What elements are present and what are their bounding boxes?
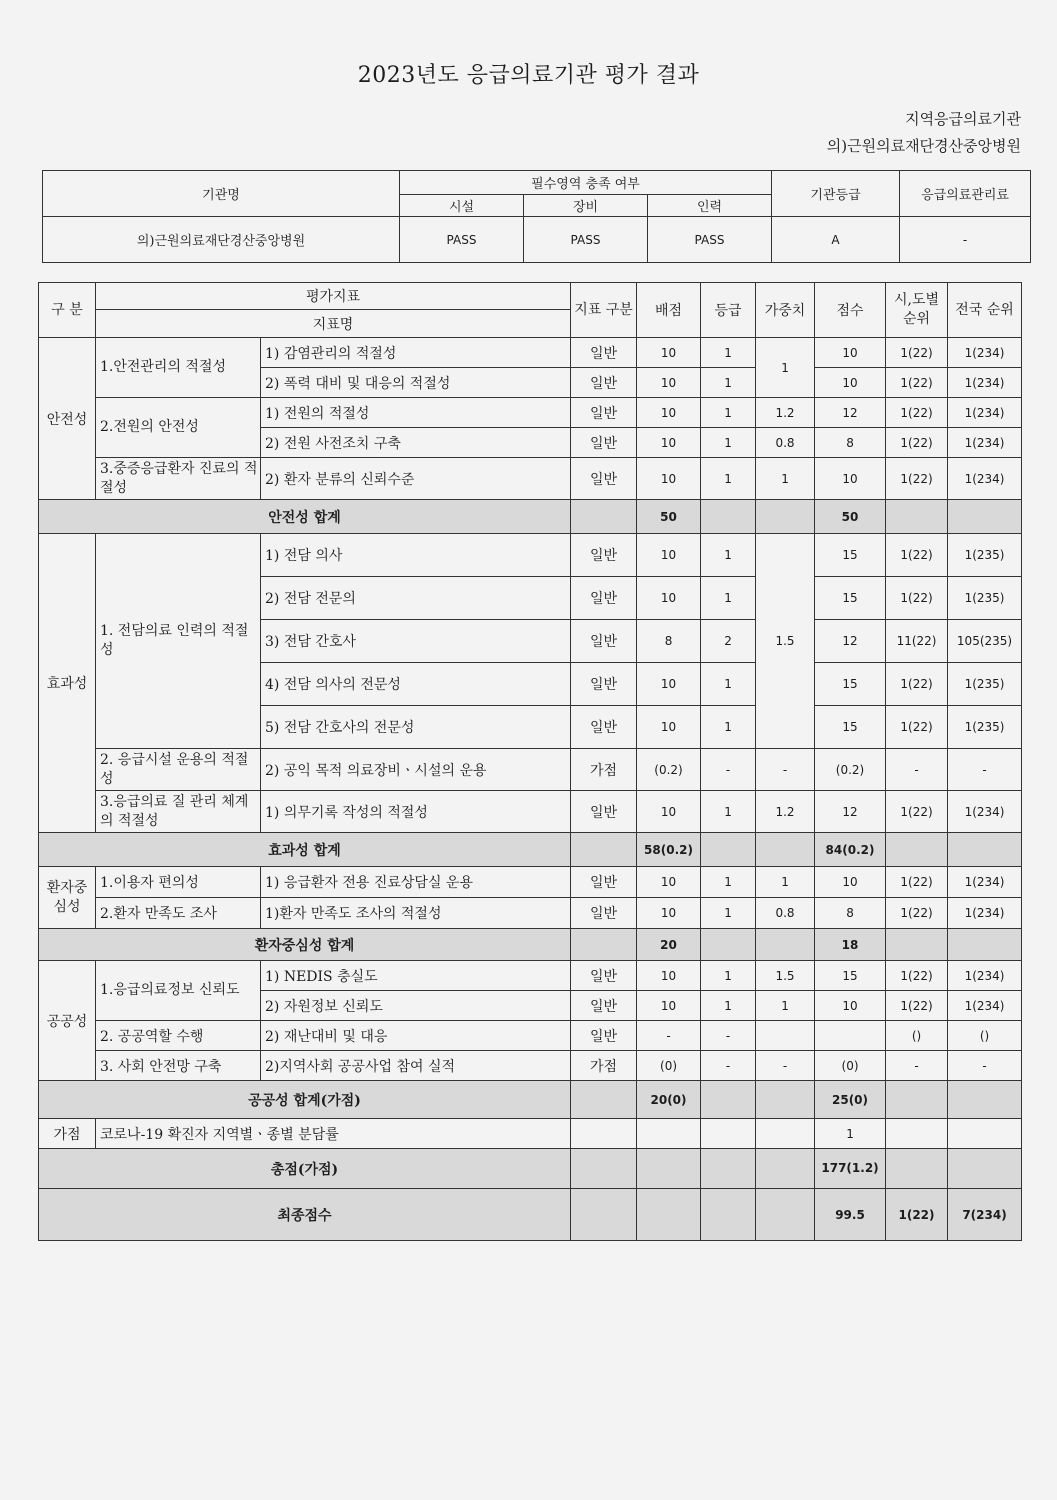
weight: 1.2 xyxy=(756,398,815,428)
grade: 1 xyxy=(701,991,756,1021)
indicator-type: 일반 xyxy=(571,368,637,398)
table-row xyxy=(39,338,1022,368)
final-row xyxy=(39,1189,1022,1241)
patient-total-label: 환자중심성 합계 xyxy=(39,929,571,961)
effect-total-max: 58(0.2) xyxy=(637,833,701,867)
fee-value: - xyxy=(900,217,1031,263)
max-score: 10 xyxy=(637,428,701,458)
weight: - xyxy=(756,749,815,791)
safety-total-max: 50 xyxy=(637,500,701,534)
header-national-rank: 전국 순위 xyxy=(948,283,1022,338)
score: (0.2) xyxy=(815,749,886,791)
national-rank: 1(234) xyxy=(948,398,1022,428)
header-score: 점수 xyxy=(815,283,886,338)
city-rank: 1(22) xyxy=(886,428,948,458)
group-label: 1. 전담의료 인력의 적절성 xyxy=(96,534,261,749)
group-label: 3.응급의료 질 관리 체계의 적절성 xyxy=(96,791,261,833)
score: 15 xyxy=(815,534,886,577)
score: 15 xyxy=(815,663,886,706)
indicator-type: 일반 xyxy=(571,961,637,991)
indicator-name: 2) 공익 목적 의료장비ㆍ시설의 운용 xyxy=(261,749,571,791)
group-label: 1.안전관리의 적절성 xyxy=(96,338,261,398)
institution-type: 지역응급의료기관 xyxy=(905,110,1021,128)
header-staff: 인력 xyxy=(648,195,772,217)
max-score: 10 xyxy=(637,867,701,898)
national-rank: - xyxy=(948,1051,1022,1081)
national-rank: 1(234) xyxy=(948,961,1022,991)
score: 15 xyxy=(815,961,886,991)
grade: 1 xyxy=(701,577,756,620)
weight: - xyxy=(756,1051,815,1081)
weight xyxy=(756,1021,815,1051)
grade: 1 xyxy=(701,898,756,929)
indicator-name: 2) 환자 분류의 신뢰수준 xyxy=(261,458,571,500)
table-row xyxy=(39,1119,1022,1149)
header-city-rank: 시,도별 순위 xyxy=(886,283,948,338)
weight: 1 xyxy=(756,338,815,398)
group-label: 3.중증응급환자 진료의 적절성 xyxy=(96,458,261,500)
grade: 1 xyxy=(701,368,756,398)
indicator-type: 일반 xyxy=(571,663,637,706)
national-rank: 1(234) xyxy=(948,898,1022,929)
bonus-score: 1 xyxy=(815,1119,886,1149)
subtotal-row xyxy=(39,1081,1022,1119)
national-rank: 1(234) xyxy=(948,428,1022,458)
score: 10 xyxy=(815,338,886,368)
national-rank: 1(234) xyxy=(948,338,1022,368)
indicator-name: 1) 전담 의사 xyxy=(261,534,571,577)
group-label: 2.전원의 안전성 xyxy=(96,398,261,458)
max-score: 10 xyxy=(637,663,701,706)
category-patient: 환자중심성 xyxy=(39,867,96,929)
patient-total-max: 20 xyxy=(637,929,701,961)
header-grade: 기관등급 xyxy=(772,171,900,217)
score: 10 xyxy=(815,867,886,898)
city-rank: 1(22) xyxy=(886,458,948,500)
grade-value: A xyxy=(772,217,900,263)
score: 12 xyxy=(815,791,886,833)
category-effect: 효과성 xyxy=(39,534,96,833)
table-row xyxy=(39,791,1022,833)
indicator-type: 일반 xyxy=(571,1021,637,1051)
grade: 2 xyxy=(701,620,756,663)
subtotal-row xyxy=(39,833,1022,867)
city-rank: 1(22) xyxy=(886,898,948,929)
national-rank: 105(235) xyxy=(948,620,1022,663)
indicator-type: 일반 xyxy=(571,338,637,368)
table-row xyxy=(39,898,1022,929)
score: 12 xyxy=(815,398,886,428)
table-row xyxy=(39,867,1022,898)
national-rank: 1(235) xyxy=(948,706,1022,749)
indicator-type: 일반 xyxy=(571,398,637,428)
table-row xyxy=(39,1021,1022,1051)
evaluation-table xyxy=(38,282,1022,1241)
indicator-name: 5) 전담 간호사의 전문성 xyxy=(261,706,571,749)
subtotal-row xyxy=(39,500,1022,534)
grade: 1 xyxy=(701,706,756,749)
group-label: 1.이용자 편의성 xyxy=(96,867,261,898)
table-row xyxy=(39,534,1022,577)
score: (0) xyxy=(815,1051,886,1081)
table-row xyxy=(39,398,1022,428)
score: 12 xyxy=(815,620,886,663)
indicator-name: 2) 자원정보 신뢰도 xyxy=(261,991,571,1021)
category-public: 공공성 xyxy=(39,961,96,1081)
weight: 0.8 xyxy=(756,428,815,458)
score xyxy=(815,1021,886,1051)
city-rank: () xyxy=(886,1021,948,1051)
city-rank: 11(22) xyxy=(886,620,948,663)
max-score: 10 xyxy=(637,961,701,991)
max-score: 10 xyxy=(637,534,701,577)
indicator-name: 1) 의무기록 작성의 적절성 xyxy=(261,791,571,833)
max-score: 10 xyxy=(637,991,701,1021)
header-category: 구 분 xyxy=(39,283,96,338)
score: 15 xyxy=(815,577,886,620)
indicator-name: 2) 전원 사전조치 구축 xyxy=(261,428,571,458)
indicator-name: 2) 재난대비 및 대응 xyxy=(261,1021,571,1051)
grade: 1 xyxy=(701,398,756,428)
indicator-name: 1) 응급환자 전용 진료상담실 운용 xyxy=(261,867,571,898)
city-rank: 1(22) xyxy=(886,706,948,749)
final-label: 최종점수 xyxy=(39,1189,571,1241)
final-national-rank: 7(234) xyxy=(948,1189,1022,1241)
city-rank: 1(22) xyxy=(886,368,948,398)
grade: 1 xyxy=(701,867,756,898)
subtotal-row xyxy=(39,929,1022,961)
weight: 1.2 xyxy=(756,791,815,833)
max-score: - xyxy=(637,1021,701,1051)
group-label: 2. 응급시설 운용의 적절성 xyxy=(96,749,261,791)
table-row xyxy=(39,1051,1022,1081)
grade: 1 xyxy=(701,791,756,833)
grade: 1 xyxy=(701,961,756,991)
public-total-label: 공공성 합계(가점) xyxy=(39,1081,571,1119)
indicator-type: 일반 xyxy=(571,898,637,929)
city-rank: 1(22) xyxy=(886,961,948,991)
indicator-name: 1) 전원의 적절성 xyxy=(261,398,571,428)
safety-total-score: 50 xyxy=(815,500,886,534)
header-indicator: 평가지표 xyxy=(96,283,571,310)
national-rank: 1(235) xyxy=(948,534,1022,577)
score: 10 xyxy=(815,368,886,398)
group-label: 1.응급의료정보 신뢰도 xyxy=(96,961,261,1021)
institution-name-header: 의)근원의료재단경산중앙병원 xyxy=(826,137,1021,155)
city-rank: 1(22) xyxy=(886,398,948,428)
indicator-name: 2) 전담 전문의 xyxy=(261,577,571,620)
header-fee: 응급의료관리료 xyxy=(900,171,1031,217)
score: 10 xyxy=(815,458,886,500)
score: 15 xyxy=(815,706,886,749)
indicator-name: 1) 감염관리의 적절성 xyxy=(261,338,571,368)
indicator-type: 일반 xyxy=(571,867,637,898)
category-safety: 안전성 xyxy=(39,338,96,500)
city-rank: - xyxy=(886,749,948,791)
indicator-name: 4) 전담 의사의 전문성 xyxy=(261,663,571,706)
indicator-type: 일반 xyxy=(571,706,637,749)
national-rank: 1(234) xyxy=(948,791,1022,833)
indicator-name: 1)환자 만족도 조사의 적절성 xyxy=(261,898,571,929)
effect-total-label: 효과성 합계 xyxy=(39,833,571,867)
weight: 1.5 xyxy=(756,961,815,991)
national-rank: 1(234) xyxy=(948,368,1022,398)
header-max: 배점 xyxy=(637,283,701,338)
header-weight: 가중치 xyxy=(756,283,815,338)
grade: - xyxy=(701,749,756,791)
national-rank: 1(235) xyxy=(948,577,1022,620)
institution-name: 의)근원의료재단경산중앙병원 xyxy=(43,217,400,263)
indicator-name: 2) 폭력 대비 및 대응의 적절성 xyxy=(261,368,571,398)
max-score: (0) xyxy=(637,1051,701,1081)
header-type: 지표 구분 xyxy=(571,283,637,338)
indicator-type: 일반 xyxy=(571,577,637,620)
weight: 1 xyxy=(756,991,815,1021)
max-score: (0.2) xyxy=(637,749,701,791)
max-score: 10 xyxy=(637,458,701,500)
page-title: 2023년도 응급의료기관 평가 결과 xyxy=(357,63,700,88)
city-rank: 1(22) xyxy=(886,663,948,706)
header-required: 필수영역 충족 여부 xyxy=(400,171,772,195)
group-label: 3. 사회 안전망 구축 xyxy=(96,1051,261,1081)
final-city-rank: 1(22) xyxy=(886,1189,948,1241)
public-total-score: 25(0) xyxy=(815,1081,886,1119)
effect-total-score: 84(0.2) xyxy=(815,833,886,867)
group-label: 2. 공공역할 수행 xyxy=(96,1021,261,1051)
national-rank: () xyxy=(948,1021,1022,1051)
indicator-type: 일반 xyxy=(571,791,637,833)
table-row xyxy=(39,749,1022,791)
facility-value: PASS xyxy=(400,217,524,263)
total-row xyxy=(39,1149,1022,1189)
indicator-name: 3) 전담 간호사 xyxy=(261,620,571,663)
max-score: 10 xyxy=(637,791,701,833)
city-rank: - xyxy=(886,1051,948,1081)
indicator-type: 가점 xyxy=(571,749,637,791)
header-facility: 시설 xyxy=(400,195,524,217)
weight: 1 xyxy=(756,867,815,898)
grade: 1 xyxy=(701,428,756,458)
indicator-type: 일반 xyxy=(571,620,637,663)
city-rank: 1(22) xyxy=(886,991,948,1021)
equipment-value: PASS xyxy=(524,217,648,263)
max-score: 10 xyxy=(637,338,701,368)
indicator-type: 일반 xyxy=(571,428,637,458)
national-rank: - xyxy=(948,749,1022,791)
category-bonus: 가점 xyxy=(39,1119,96,1149)
indicator-type: 일반 xyxy=(571,534,637,577)
national-rank: 1(234) xyxy=(948,867,1022,898)
max-score: 10 xyxy=(637,368,701,398)
indicator-type: 가점 xyxy=(571,1051,637,1081)
national-rank: 1(234) xyxy=(948,458,1022,500)
indicator-type: 일반 xyxy=(571,458,637,500)
weight: 1.5 xyxy=(756,534,815,749)
indicator-type: 일반 xyxy=(571,991,637,1021)
score: 10 xyxy=(815,991,886,1021)
grade: 1 xyxy=(701,534,756,577)
safety-total-label: 안전성 합계 xyxy=(39,500,571,534)
header-grade: 등급 xyxy=(701,283,756,338)
weight: 1 xyxy=(756,458,815,500)
grade: - xyxy=(701,1051,756,1081)
grade: 1 xyxy=(701,663,756,706)
city-rank: 1(22) xyxy=(886,577,948,620)
bonus-name: 코로나-19 확진자 지역별ㆍ종별 분담률 xyxy=(96,1119,571,1149)
city-rank: 1(22) xyxy=(886,791,948,833)
grade: - xyxy=(701,1021,756,1051)
max-score: 10 xyxy=(637,577,701,620)
indicator-name: 2)지역사회 공공사업 참여 실적 xyxy=(261,1051,571,1081)
header-institution: 기관명 xyxy=(43,171,400,217)
header-equipment: 장비 xyxy=(524,195,648,217)
city-rank: 1(22) xyxy=(886,534,948,577)
max-score: 10 xyxy=(637,898,701,929)
city-rank: 1(22) xyxy=(886,338,948,368)
national-rank: 1(235) xyxy=(948,663,1022,706)
patient-total-score: 18 xyxy=(815,929,886,961)
final-score: 99.5 xyxy=(815,1189,886,1241)
indicator-name: 1) NEDIS 충실도 xyxy=(261,961,571,991)
table-row xyxy=(39,961,1022,991)
max-score: 10 xyxy=(637,398,701,428)
score: 8 xyxy=(815,898,886,929)
group-label: 2.환자 만족도 조사 xyxy=(96,898,261,929)
total-label: 총점(가점) xyxy=(39,1149,571,1189)
total-score: 177(1.2) xyxy=(815,1149,886,1189)
grade: 1 xyxy=(701,458,756,500)
public-total-max: 20(0) xyxy=(637,1081,701,1119)
max-score: 10 xyxy=(637,706,701,749)
city-rank: 1(22) xyxy=(886,867,948,898)
score: 8 xyxy=(815,428,886,458)
max-score: 8 xyxy=(637,620,701,663)
grade: 1 xyxy=(701,338,756,368)
national-rank: 1(234) xyxy=(948,991,1022,1021)
staff-value: PASS xyxy=(648,217,772,263)
table-row xyxy=(39,458,1022,500)
weight: 0.8 xyxy=(756,898,815,929)
summary-table xyxy=(42,170,1031,263)
header-indicator-name: 지표명 xyxy=(96,310,571,338)
